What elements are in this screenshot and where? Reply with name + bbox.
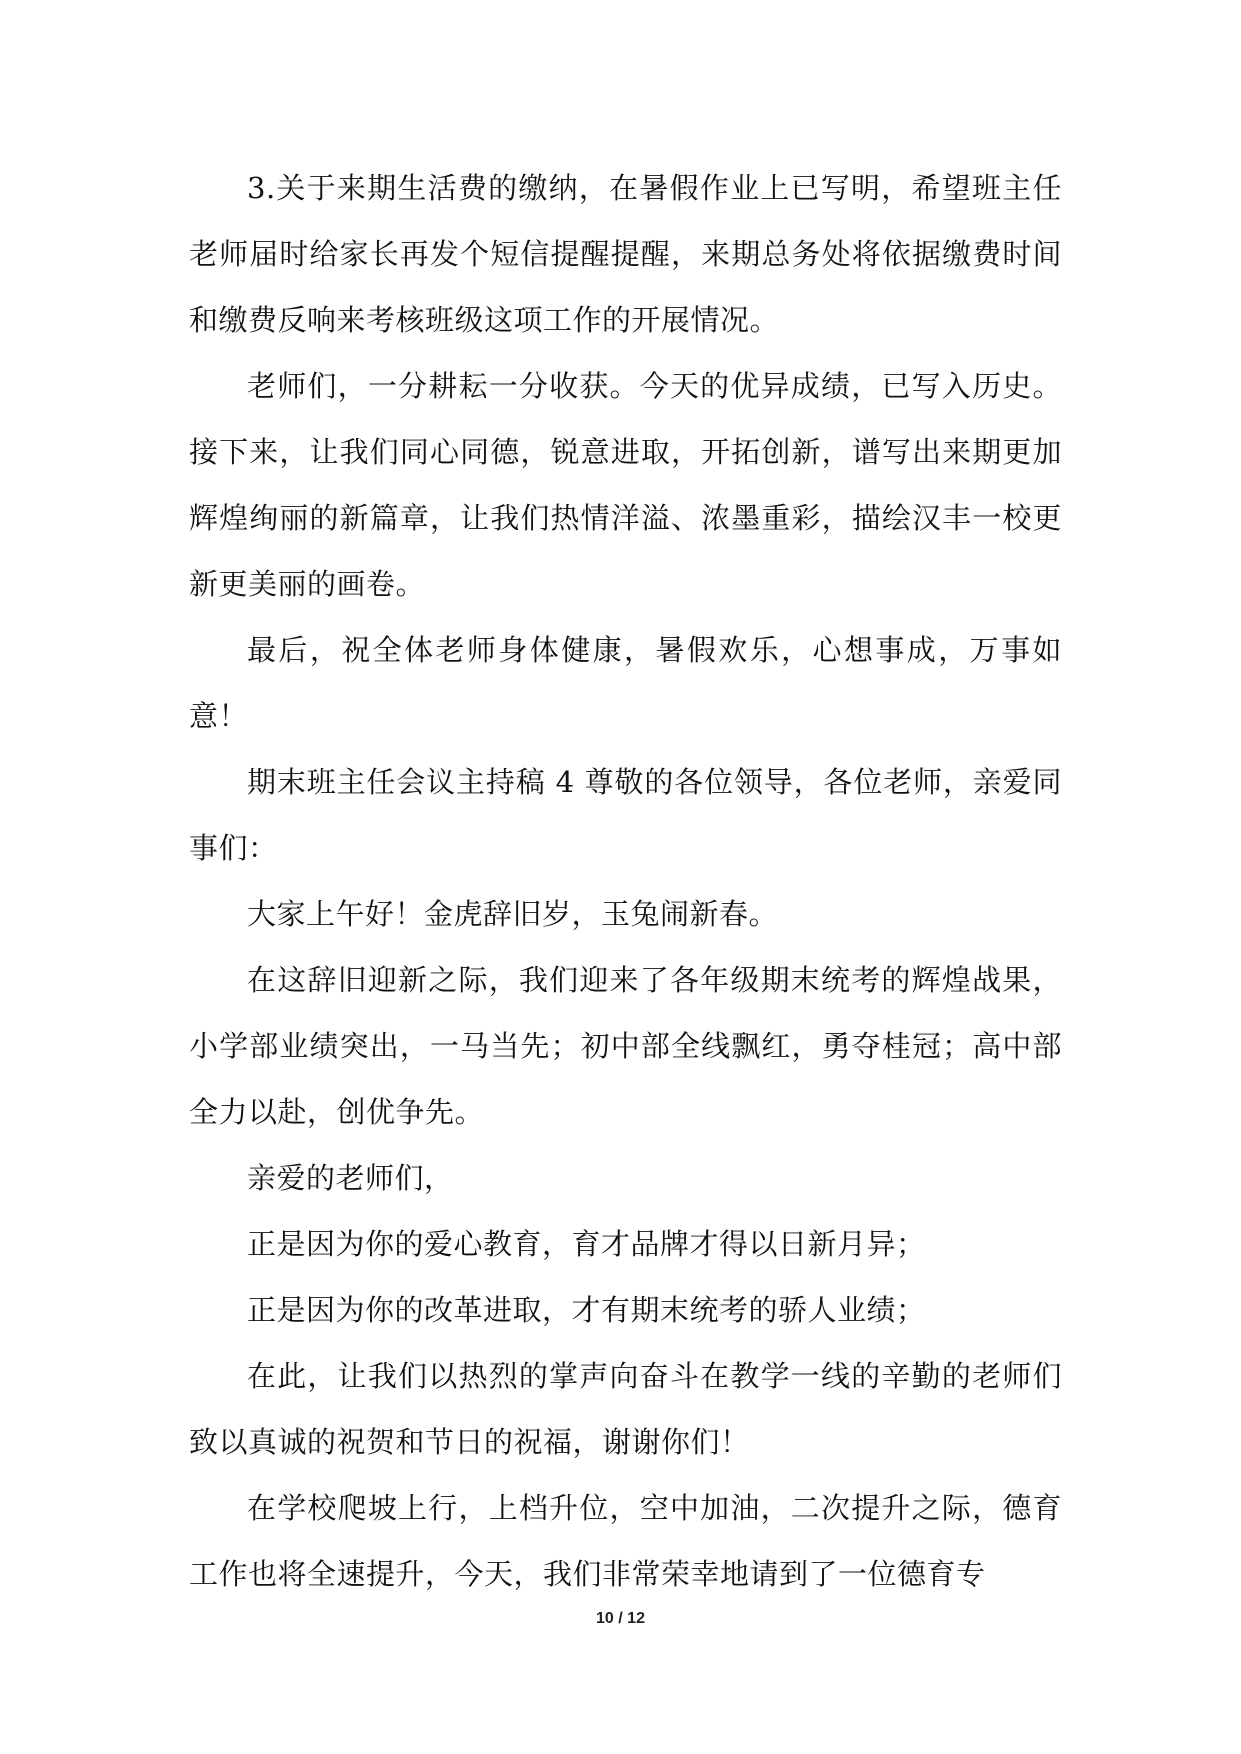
paragraph-fee-notice: 3.关于来期生活费的缴纳，在暑假作业上已写明，希望班主任老师届时给家长再发个短信提醒提醒，来期总务处将依据缴费时间和缴费反响来考核班级这项工作的开展情况。: [189, 171, 1062, 337]
paragraph-speech-title: 期末班主任会议主持稿 4 尊敬的各位领导，各位老师，亲爱同事们：: [189, 765, 1062, 865]
paragraph-closing-wishes: 最后，祝全体老师身体健康，暑假欢乐，心想事成，万事如意！: [189, 633, 1062, 733]
document-body: [189, 155, 1062, 1607]
paragraph-love-education: 正是因为你的爱心教育，育才品牌才得以日新月异；: [247, 1227, 926, 1261]
paragraph-moral-education: 在学校爬坡上行，上档升位，空中加油，二次提升之际，德育工作也将全速提升，今天，我们非常荣幸地请到了一位德育专: [189, 1491, 1062, 1591]
paragraph-dear-teachers: 亲爱的老师们，: [247, 1161, 454, 1195]
paragraph-exam-results: 在这辞旧迎新之际，我们迎来了各年级期末统考的辉煌战果，小学部业绩突出，一马当先；初中部全线飘红，勇夺桂冠；高中部全力以赴，创优争先。: [189, 963, 1062, 1129]
paragraph-greeting: 大家上午好！金虎辞旧岁，玉兔闹新春。: [247, 897, 779, 931]
paragraph-reform: 正是因为你的改革进取，才有期末统考的骄人业绩；: [247, 1293, 926, 1327]
paragraph-applause: 在此，让我们以热烈的掌声向奋斗在教学一线的辛勤的老师们致以真诚的祝贺和节日的祝福，谢谢你们！: [189, 1359, 1062, 1459]
page-number: 10 / 12: [596, 1610, 645, 1627]
paragraph-teachers-harvest: 老师们，一分耕耘一分收获。今天的优异成绩，已写入历史。接下来，让我们同心同德，锐意进取，开拓创新，谱写出来期更加辉煌绚丽的新篇章，让我们热情洋溢、浓墨重彩，描绘汉丰一校更新更美丽的画卷。: [189, 369, 1062, 601]
